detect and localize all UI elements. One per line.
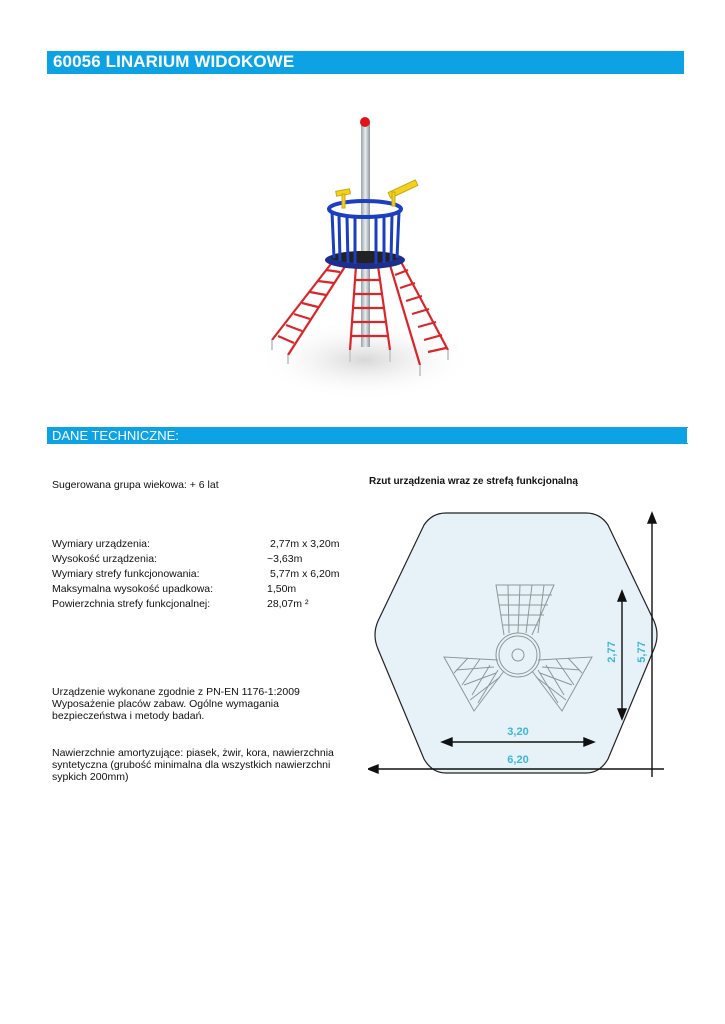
spec-label: Maksymalna wysokość upadkowa: [52, 583, 214, 595]
section-title: DANE TECHNICZNE: [52, 428, 179, 443]
product-image [250, 100, 480, 410]
spec-label: Powierzchnia strefy funkcjonalnej: [52, 598, 211, 610]
age-group-text: Sugerowana grupa wiekowa: + 6 lat [52, 479, 219, 491]
spec-value: 28,07m ² [267, 598, 309, 610]
spec-value: ~3,63m [267, 553, 303, 565]
plan-drawing [368, 505, 668, 795]
title-bar [47, 51, 684, 74]
surface-text: Nawierzchnie amortyzujące: piasek, żwir, kora, nawierzchnia syntetyczna (grubość minimalna dla wszystkich nawierzchni sypkich 200mm) [52, 747, 334, 784]
dim-zone-width: 6,20 [507, 754, 529, 766]
spec-value: 1,50m [267, 583, 297, 595]
spec-label: Wymiary urządzenia: [52, 538, 150, 550]
section-header [47, 427, 688, 444]
spec-label: Wysokość urządzenia: [52, 553, 157, 565]
norm-text: Urządzenie wykonane zgodnie z PN-EN 1176-1:2009 Wyposażenie placów zabaw. Ogólne wymagania bezpieczeństwa i metody badań. [52, 686, 300, 723]
dim-zone-depth: 5,77 [636, 641, 648, 663]
spec-value: 5,77m x 6,20m [270, 568, 340, 580]
page-title: 60056 LINARIUM WIDOKOWE [53, 52, 295, 71]
dim-device-depth: 2,77 [606, 641, 618, 663]
dim-device-width: 3,20 [507, 726, 529, 738]
spec-label: Wymiary strefy funkcjonowania: [52, 568, 200, 580]
plan-title: Rzut urządzenia wraz ze strefą funkcjonalną [369, 476, 578, 487]
spec-value: 2,77m x 3,20m [270, 538, 340, 550]
